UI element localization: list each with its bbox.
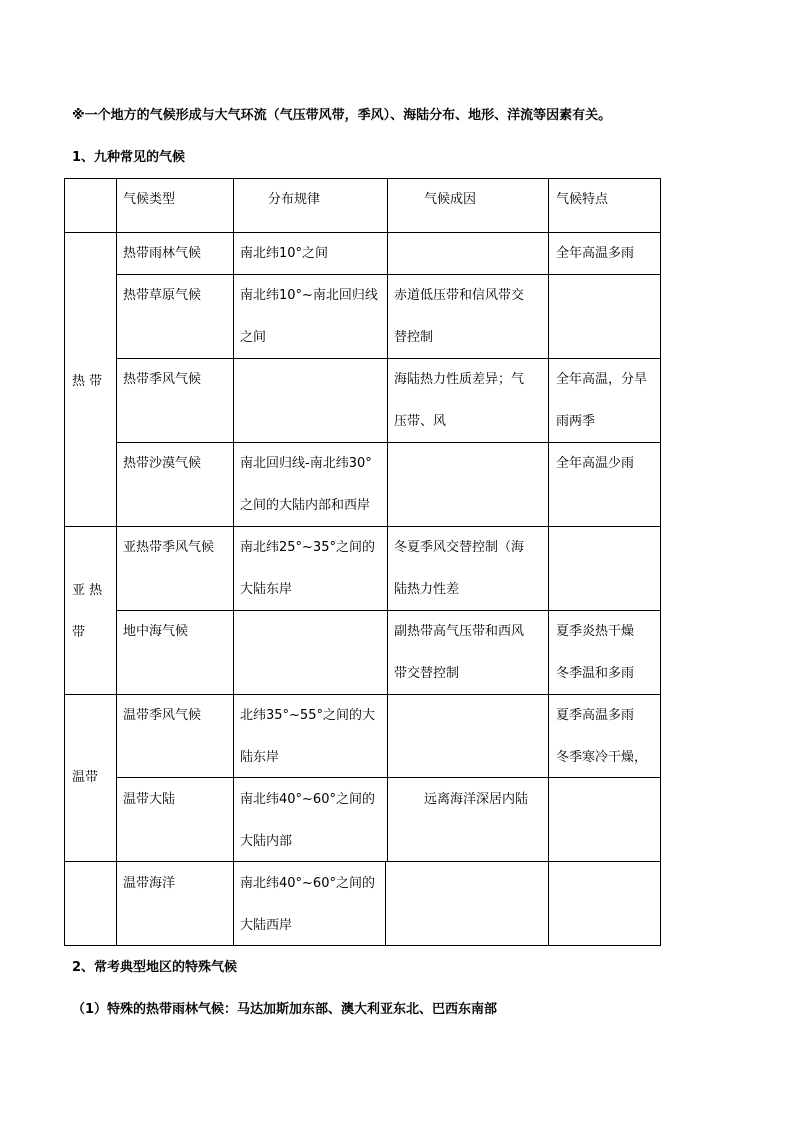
section2-title: 2、常考典型地区的特殊气候: [72, 960, 238, 975]
header-distribution: 分布规律: [268, 192, 321, 207]
table-row-type: 温带大陆: [123, 792, 176, 807]
table-row-type: 热带季风气候: [123, 372, 202, 387]
row-divider: [116, 274, 661, 275]
section1-title: 1、九种常见的气候: [72, 150, 186, 165]
col-divider: [116, 861, 117, 945]
table-header-bottom: [64, 232, 661, 233]
table-row-cause: 副热带高气压带和西风: [394, 624, 525, 639]
table-row-cause: 赤道低压带和信风带交: [394, 288, 525, 303]
table-row-cause: 冬夏季风交替控制（海: [394, 540, 525, 555]
table-row-feature: 冬季温和多雨: [556, 666, 635, 681]
table-border-bottom: [64, 945, 661, 946]
intro-text: ※一个地方的气候形成与大气环流（气压带风带，季风）、海陆分布、地形、洋流等因素有关。: [72, 108, 612, 123]
table-row-dist: 南北纬10°之间: [240, 246, 329, 261]
col-divider: [548, 178, 549, 946]
table-row-dist: 大陆西岸: [240, 918, 293, 933]
table-row-cause: 带交替控制: [394, 666, 460, 681]
row-divider: [116, 358, 661, 359]
table-row-type: 热带草原气候: [123, 288, 202, 303]
table-row-type: 热带沙漠气候: [123, 456, 202, 471]
row-divider: [116, 442, 661, 443]
table-row-dist: 大陆东岸: [240, 582, 293, 597]
table-row-cause: 海陆热力性质差异；气: [394, 372, 525, 387]
table-row-feature: 雨两季: [556, 414, 596, 429]
col-divider: [387, 178, 388, 861]
table-row-dist: 陆东岸: [240, 750, 280, 765]
zone-subtropical-2: 带: [72, 625, 86, 640]
row-divider: [116, 610, 661, 611]
table-row-dist: 南北纬10°~南北回归线: [240, 288, 378, 303]
table-row-type: 温带海洋: [123, 876, 176, 891]
table-row-dist: 大陆内部: [240, 834, 293, 849]
table-row-type: 地中海气候: [123, 624, 189, 639]
table-border-right: [660, 178, 661, 946]
col-divider: [233, 178, 234, 946]
table-row-dist: 南北回归线-南北纬30°: [240, 456, 372, 471]
header-cause: 气候成因: [424, 192, 477, 207]
table-row-dist: 南北纬40°~60°之间的: [240, 876, 375, 891]
table-row-dist: 南北纬25°~35°之间的: [240, 540, 375, 555]
table-row-feature: 夏季炎热干燥: [556, 624, 635, 639]
table-row-dist: 北纬35°~55°之间的大: [240, 708, 375, 723]
zone-tropical: 热 带: [72, 374, 103, 389]
table-row-type: 温带季风气候: [123, 708, 202, 723]
row-divider: [116, 777, 661, 778]
row-divider: [64, 526, 661, 527]
zone-temperate: 温带: [72, 770, 99, 785]
header-climate-type: 气候类型: [123, 192, 176, 207]
table-row-dist: 之间的大陆内部和西岸: [240, 498, 371, 513]
table-row-cause: 远离海洋深居内陆: [424, 792, 529, 807]
table-row-cause: 替控制: [394, 330, 434, 345]
col-divider: [385, 861, 386, 945]
table-row-feature: 全年高温，分旱: [556, 372, 648, 387]
table-row-cause: 陆热力性差: [394, 582, 460, 597]
col-divider: [116, 178, 117, 861]
table-row-type: 热带雨林气候: [123, 246, 202, 261]
table-row-feature: 全年高温多雨: [556, 246, 635, 261]
table-row-dist: 之间: [240, 330, 267, 345]
table-border-left: [64, 178, 65, 946]
header-feature: 气候特点: [556, 192, 609, 207]
table-row-feature: 夏季高温多雨: [556, 708, 635, 723]
table-row-feature: 全年高温少雨: [556, 456, 635, 471]
table-row-feature: 冬季寒冷干燥，: [556, 750, 648, 765]
table-row-dist: 南北纬40°~60°之间的: [240, 792, 375, 807]
section2-item1: （1）特殊的热带雨林气候：马达加斯加东部、澳大利亚东北、巴西东南部: [72, 1002, 498, 1017]
table-border-top: [64, 178, 661, 179]
table-row-type: 亚热带季风气候: [123, 540, 215, 555]
table-row-cause: 压带、风: [394, 414, 447, 429]
row-divider: [64, 861, 661, 862]
zone-subtropical: 亚 热: [72, 583, 103, 598]
row-divider: [64, 694, 661, 695]
